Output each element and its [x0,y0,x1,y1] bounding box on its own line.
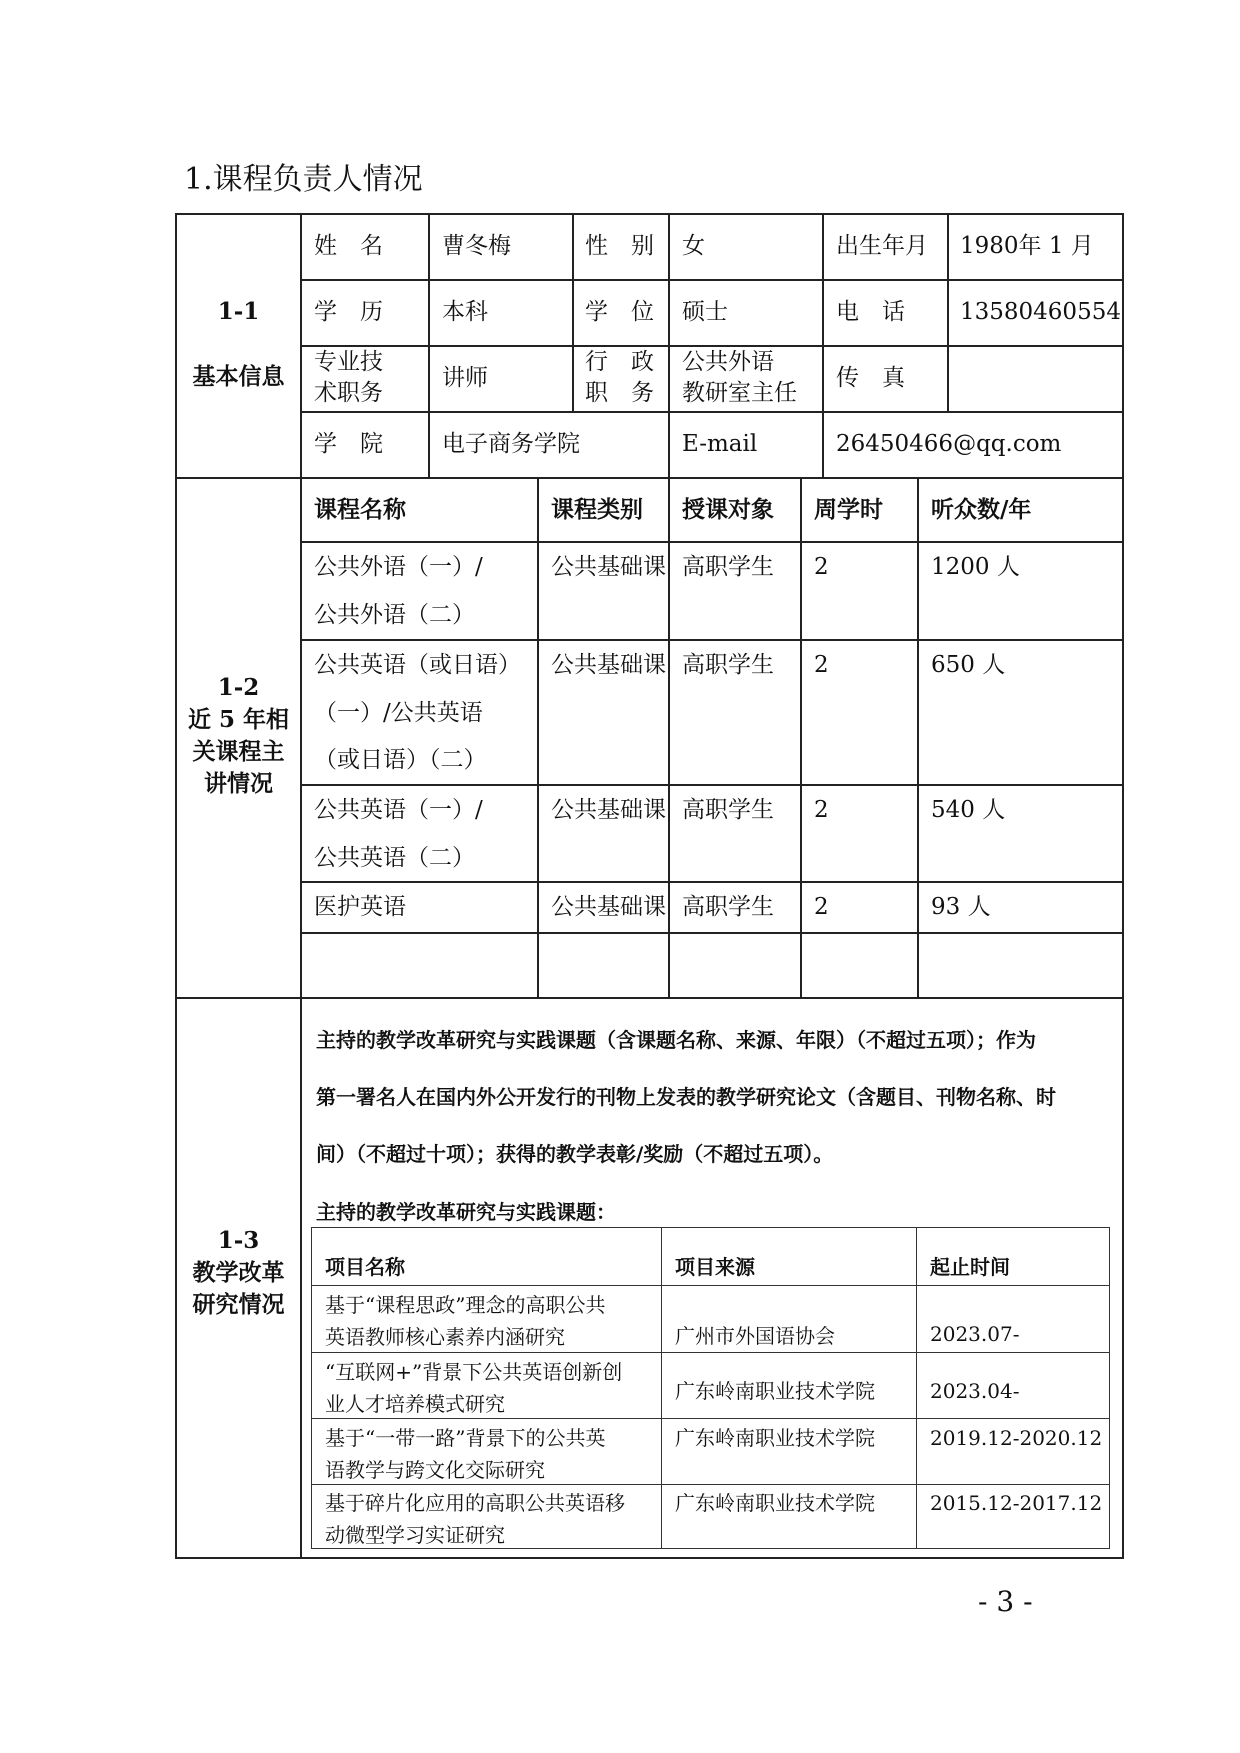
column-header: 课程类别 [551,496,643,523]
column-header: 课程名称 [314,496,406,523]
course-hours: 2 [814,652,829,678]
course-name: （一）/公共英语 [314,700,483,726]
section-code: 1-1 [217,298,260,325]
course-hours: 2 [814,554,829,580]
email-label: E-mail [682,431,758,457]
section-code: 1-2 [217,674,260,701]
fax-label: 传 真 [836,365,905,391]
section-name: 关课程主 [192,738,285,765]
course-target: 高职学生 [682,554,774,580]
course-audience: 1200 人 [931,554,1020,580]
course-name: 公共外语（一）/ [314,554,483,580]
course-audience: 540 人 [931,797,1006,823]
instructions-text: 间）（不超过十项）；获得的教学表彰/奖励（不超过五项）。 [316,1142,834,1166]
name-label: 姓 名 [314,233,383,259]
course-name: 公共外语（二） [314,602,475,628]
instructions-text: 第一署名人在国内外公开发行的刊物上发表的教学研究论文（含题目、刊物名称、时 [316,1085,1056,1109]
course-type: 公共基础课 [551,652,666,678]
project-period: 2023.07- [930,1322,1020,1346]
column-header: 授课对象 [682,496,774,523]
course-audience: 650 人 [931,652,1006,678]
phone-value: 13580460554 [960,299,1121,325]
admin-post-value: 公共外语 [682,349,774,375]
column-header: 听众数/年 [931,496,1032,523]
course-hours: 2 [814,797,829,823]
course-type: 公共基础课 [551,554,666,580]
page-number: - 3 - [978,1585,1033,1618]
course-name: 医护英语 [314,894,406,920]
degree-label: 学 位 [585,299,654,325]
section-name: 基本信息 [192,363,285,390]
admin-post-label: 行 政 [585,349,654,375]
column-header: 起止时间 [930,1255,1010,1279]
admin-post-label: 职 务 [585,380,654,406]
section-heading: 1.课程负责人情况 [184,162,423,197]
gender-label: 性 别 [585,233,654,259]
course-audience: 93 人 [931,894,991,920]
course-type: 公共基础课 [551,797,666,823]
project-period: 2023.04- [930,1379,1020,1403]
professional-title-value: 讲师 [442,365,488,391]
course-name: 公共英语（一）/ [314,797,483,823]
email-value: 26450466@qq.com [836,431,1062,457]
column-header: 周学时 [814,496,883,523]
project-name: 基于“课程思政”理念的高职公共 [325,1293,606,1317]
course-hours: 2 [814,894,829,920]
project-name: “互联网+”背景下公共英语创新创 [325,1360,623,1384]
name-value: 曹冬梅 [442,233,511,259]
project-name: 基于碎片化应用的高职公共英语移 [325,1491,625,1515]
project-name: 语教学与跨文化交际研究 [325,1458,545,1482]
phone-label: 电 话 [836,299,905,325]
course-target: 高职学生 [682,797,774,823]
degree-value: 硕士 [682,299,728,325]
course-target: 高职学生 [682,894,774,920]
section-name: 讲情况 [204,770,273,797]
project-source: 广州市外国语协会 [675,1324,835,1348]
project-source: 广东岭南职业技术学院 [675,1426,875,1450]
birth-value: 1980年 1 月 [960,233,1094,259]
project-name: 英语教师核心素养内涵研究 [325,1325,565,1349]
gender-value: 女 [682,233,705,259]
birth-label: 出生年月 [836,233,928,259]
project-source: 广东岭南职业技术学院 [675,1379,875,1403]
college-label: 学 院 [314,431,383,457]
course-type: 公共基础课 [551,894,666,920]
section-code: 1-3 [217,1227,260,1254]
admin-post-value: 教研室主任 [682,380,797,406]
project-period: 2015.12-2017.12 [930,1491,1103,1515]
professional-title-label: 术职务 [314,380,383,406]
course-name: 公共英语（或日语） [314,652,521,678]
education-value: 本科 [442,299,488,325]
column-header: 项目来源 [675,1255,755,1279]
projects-subtitle: 主持的教学改革研究与实践课题： [316,1200,616,1224]
project-source: 广东岭南职业技术学院 [675,1491,875,1515]
section-name: 研究情况 [192,1291,285,1318]
project-name: 基于“一带一路”背景下的公共英 [325,1426,606,1450]
instructions-text: 主持的教学改革研究与实践课题（含课题名称、来源、年限）（不超过五项）；作为 [316,1028,1036,1052]
column-header: 项目名称 [325,1255,405,1279]
course-name: 公共英语（二） [314,845,475,871]
section-name: 教学改革 [192,1259,285,1286]
section-name: 近 5 年相 [187,706,290,733]
project-name: 业人才培养模式研究 [325,1392,505,1416]
education-label: 学 历 [314,299,383,325]
project-period: 2019.12-2020.12 [930,1426,1103,1450]
college-value: 电子商务学院 [442,431,580,457]
course-name: （或日语）（二） [314,747,487,773]
project-name: 动微型学习实证研究 [325,1523,505,1547]
course-target: 高职学生 [682,652,774,678]
professional-title-label: 专业技 [314,349,383,375]
